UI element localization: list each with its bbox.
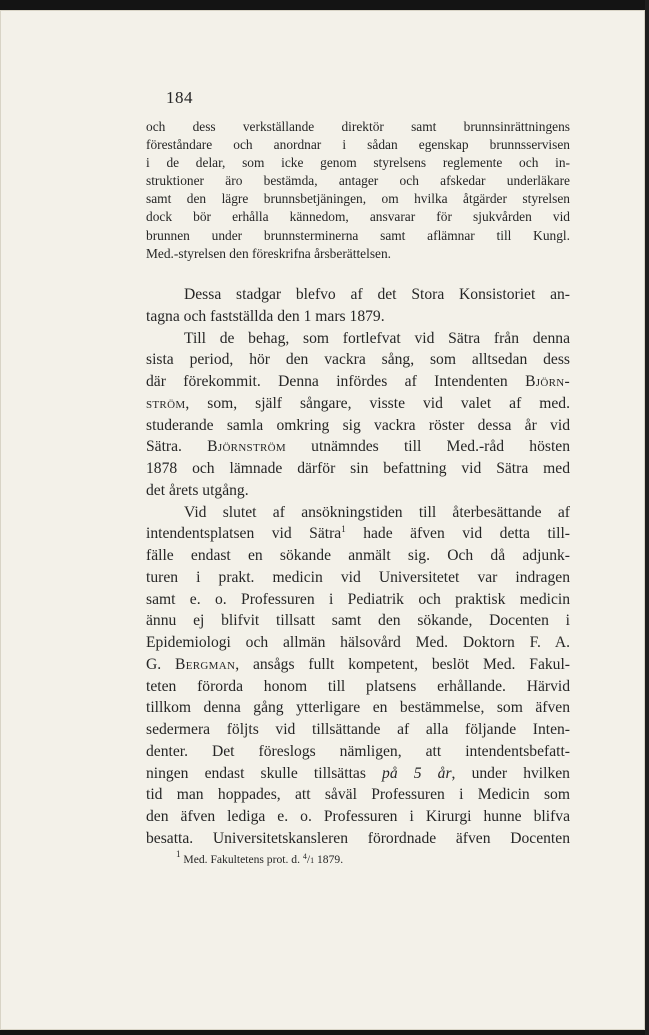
text-line: dock bör erhålla kännedom, ansvarar för sjukvården vid <box>146 209 570 225</box>
text-span: där förekommit. Denna infördes af Intendenten <box>146 373 526 390</box>
footnote-date-month: 1 <box>310 856 315 865</box>
text-line: ännu ej blifvit tillsatt samt den sökande, Docenten i <box>146 612 570 630</box>
text-line: Med.-styrelsen den föreskrifna årsberättelsen. <box>146 245 392 261</box>
text-span: ningen endast skulle tillsättas <box>146 764 383 782</box>
text-line <box>146 523 570 545</box>
text-span: , som, själf sångare, visste vid valet af med. <box>185 394 570 412</box>
text-line <box>146 436 570 458</box>
text-line: tid man hoppades, att såväl Professuren i Medicin som <box>146 786 570 804</box>
text-span: Sätra. <box>146 438 208 456</box>
text-span: , under hvilken <box>451 764 570 782</box>
text-span: , ansågs fullt kompetent, beslöt Med. Fakul- <box>235 655 571 673</box>
footnote-date-day: 4 <box>302 852 307 861</box>
text-line: och dess verkställande direktör samt brunnsinrättningens <box>146 119 570 134</box>
text-line <box>146 371 570 393</box>
text-line: föreståndare och anordnar i sådan egenskap brunnsservisen <box>146 137 570 153</box>
text-line: denter. Det föreslogs nämligen, att intendentsbefatt- <box>146 742 570 760</box>
footnote-text: Med. Fakultetens prot. d. <box>180 853 303 866</box>
text-line: tillkom denna gång ytterligare en bestämmelse, som äfven <box>146 699 570 717</box>
person-name: Bergman <box>175 655 236 673</box>
text-line: Dessa stadgar blefvo af det Stora Konsistoriet an- <box>184 286 570 303</box>
text-line: studerande samla omkring sig vackra röster dessa år vid <box>146 416 570 434</box>
main-text <box>146 284 570 850</box>
text-line: brunnen under brunnsterminerna samt aflämnar till Kungl. <box>146 227 570 243</box>
text-line: Vid slutet af ansökningstiden till återbesättande af <box>184 503 570 521</box>
footnote-marker: 1 <box>176 849 181 859</box>
text-line <box>146 393 570 415</box>
text-line: struktioner äro bestämda, antager och afskedar underläkare <box>146 173 570 189</box>
text-line <box>146 763 570 785</box>
text-span: hade äfven vid detta till- <box>345 525 570 543</box>
person-name: Björn- <box>525 373 570 390</box>
text-line: samt e. o. Professuren i Pediatrik och praktisk medicin <box>146 590 570 608</box>
text-line: fälle endast en sökande anmält sig. Och då adjunk- <box>146 547 570 564</box>
footnote-date-separator: / <box>306 853 311 866</box>
text-line: det årets utgång. <box>146 481 249 499</box>
text-line: turen i prakt. medicin vid Universitetet var indragen <box>146 568 570 586</box>
text-line: i de delar, som icke genom styrelsens reglemente och in- <box>146 155 570 171</box>
paragraph-1 <box>146 118 570 263</box>
person-name: Björnström <box>207 438 286 456</box>
emphasis: på 5 år <box>382 764 452 782</box>
text-line: 1878 och lämnade därför sin befattning vid Sätra med <box>146 460 570 477</box>
text-line: samt den lägre brunnsbetjäningen, om hvilka åtgärder styrelsen <box>146 191 570 207</box>
footnote-text: 1879. <box>314 853 344 866</box>
page-number: 184 <box>166 88 193 107</box>
book-page <box>0 10 645 1030</box>
text-line: sista period, hör den vackra sång, som alltsedan dess <box>146 351 570 369</box>
text-span: intendentsplatsen vid Sätra <box>146 525 342 543</box>
text-line: besatta. Universitetskansleren förordnade äfven Docenten <box>146 829 570 847</box>
text-line <box>146 654 570 676</box>
text-line: teten förorda honom till platsens erhållande. Härvid <box>146 677 570 695</box>
text-line: tagna och fastställda den 1 mars 1879. <box>146 307 385 325</box>
text-span: utnämndes till Med.-råd hösten <box>285 438 570 456</box>
text-line: den äfven lediga e. o. Professuren i Kirurgi hunne blifva <box>146 808 570 825</box>
person-name: ström <box>146 394 186 412</box>
text-span: G. <box>146 655 176 673</box>
text-line: Epidemiologi och allmän hälsovård Med. Doktorn F. A. <box>146 634 570 651</box>
footnote-reference: 1 <box>341 524 346 535</box>
scan-edge <box>645 0 649 1035</box>
text-line: Till de behag, som fortlefvat vid Sätra från denna <box>184 329 570 347</box>
footnote <box>176 849 344 868</box>
text-line: sedermera följts vid tillsättande af alla följande Inten- <box>146 721 570 738</box>
